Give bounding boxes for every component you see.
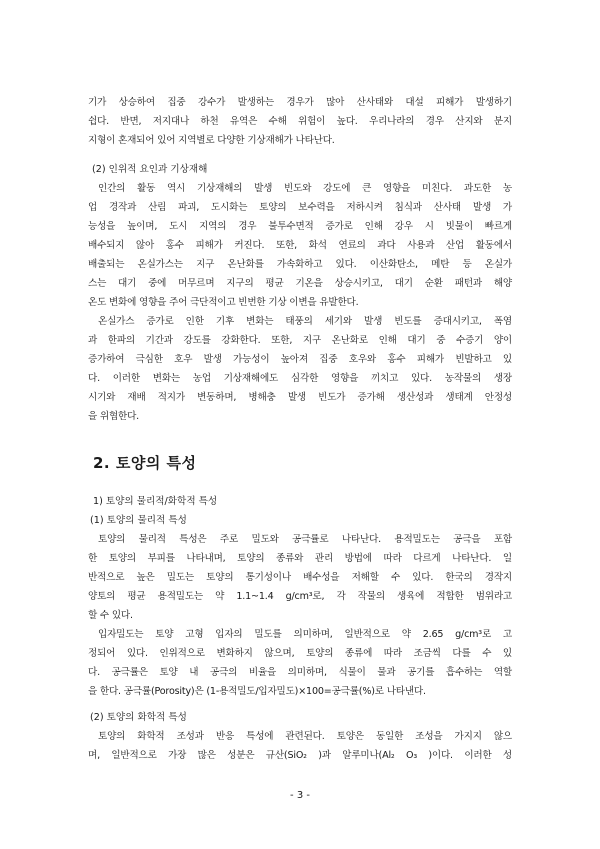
subheading-physchem: 1) 토양의 물리적/화학적 특성 [93, 496, 218, 507]
human-factors-paragraph-2 [88, 312, 512, 426]
text-line: 인간의 활동 역시 기상재해의 발생 빈도와 강도에 큰 영향을 미친다. 과도한 농 [98, 183, 512, 194]
text-line: 반적으로 높은 밀도는 토양의 통기성이나 배수성을 저해할 수 있다. 한국의 경작지 [88, 572, 512, 583]
subheading-chemical: (2) 토양의 화학적 특성 [90, 712, 187, 723]
chapter-title: 2. 토양의 특성 [93, 454, 197, 472]
text-line: 할 수 있다. [88, 610, 133, 621]
text-line: 한 토양의 부피를 나타내며, 토양의 종류와 관리 방법에 따라 다르게 나타난다. 일 [88, 553, 512, 564]
text-line: 입자밀도는 토양 고형 입자의 밀도를 의미하며, 일반적으로 약 2.65 g/cm³로 고 [98, 629, 512, 640]
text-line: 업 경작과 산림 파괴, 도시화는 토양의 보수력을 저하시켜 침식과 산사태 발생 가 [88, 202, 512, 213]
text-line: 다. 공극률은 토양 내 공극의 비율을 의미하며, 식물이 물과 공기를 흡수하는 역할 [88, 667, 512, 678]
text-line: 배수되지 않아 홍수 피해가 커진다. 또한, 화석 연료의 과다 사용과 산업 활동에서 [88, 240, 512, 251]
section-heading [88, 160, 512, 179]
page-number: - 3 - [290, 790, 310, 801]
text-line: 시기와 재배 적지가 변동하며, 병해충 발생 빈도가 증가해 생산성과 생태계 안정성 [88, 392, 512, 403]
text-line: 스는 대기 중에 머무르며 지구의 평균 기온을 상승시키고, 대기 순환 패턴과 해양 [88, 278, 512, 289]
human-factors-paragraph-1 [88, 179, 512, 312]
subheading-physical: (1) 토양의 물리적 특성 [90, 515, 187, 526]
soil-subheadings [88, 492, 512, 530]
text-line: 을 위협한다. [88, 411, 140, 422]
text-line: 온실가스 증가로 인한 기후 변화는 태풍의 세기와 발생 빈도를 증대시키고, 폭염 [98, 316, 512, 327]
intro-paragraph [88, 93, 512, 150]
text-line: 쉽다. 반면, 저지대나 하천 유역은 수해 위험이 높다. 우리나라의 경우 산지와 분지 [88, 116, 512, 127]
text-line: 며, 일반적으로 가장 많은 성분은 규산(SiO₂ )과 알루미나(Al₂ O₃ )이다. 이러한 성 [88, 750, 512, 761]
physical-paragraph-2 [88, 625, 512, 701]
text-line: 기가 상승하여 집중 강수가 발생하는 경우가 많아 산사태와 대설 피해가 발생하기 [88, 97, 512, 108]
text-line: 정되어 있다. 인위적으로 변화하지 않으며, 토양의 종류에 따라 조금씩 다를 수 있 [88, 648, 512, 659]
chemical-subheading-block [88, 708, 512, 727]
text-line: 능성을 높이며, 도시 지역의 경우 불투수면적 증가로 인해 강우 시 빗물이 빠르게 [88, 221, 512, 232]
text-line: 온도 변화에 영향을 주어 극단적이고 빈번한 기상 이변을 유발한다. [88, 297, 359, 308]
text-line: 다. 이러한 변화는 농업 기상재해에도 심각한 영향을 끼치고 있다. 농작물의 생장 [88, 373, 512, 384]
chemical-paragraph [88, 727, 512, 765]
text-line: 증가하여 극심한 호우 발생 가능성이 높아져 집중 호우와 홍수 피해가 빈발하고 있 [88, 354, 512, 365]
physical-paragraph-1 [88, 530, 512, 625]
section-heading-text: (2) 인위적 요인과 기상재해 [92, 164, 208, 175]
text-line: 과 한파의 기간과 강도를 강화한다. 또한, 지구 온난화로 인해 대기 중 수증기 양이 [88, 335, 512, 346]
text-line: 토양의 물리적 특성은 주로 밀도와 공극률로 나타난다. 용적밀도는 공극을 포함 [98, 534, 512, 545]
text-line: 지형이 혼재되어 있어 지역별로 다양한 기상재해가 나타난다. [88, 135, 335, 146]
text-line: 양토의 평균 용적밀도는 약 1.1~1.4 g/cm³로, 각 작물의 생육에 적합한 범위라고 [88, 591, 512, 602]
text-line: 토양의 화학적 조성과 반응 특성에 관련된다. 토양은 동일한 조성을 가지지 않으 [98, 731, 512, 742]
text-line: 을 한다. 공극률(Porosity)은 (1-용적밀도/입자밀도)×100=공극률(%)로 나타낸다. [88, 686, 426, 697]
text-line: 배출되는 온실가스는 지구 온난화를 가속화하고 있다. 이산화탄소, 메탄 등 온실가 [88, 259, 512, 270]
